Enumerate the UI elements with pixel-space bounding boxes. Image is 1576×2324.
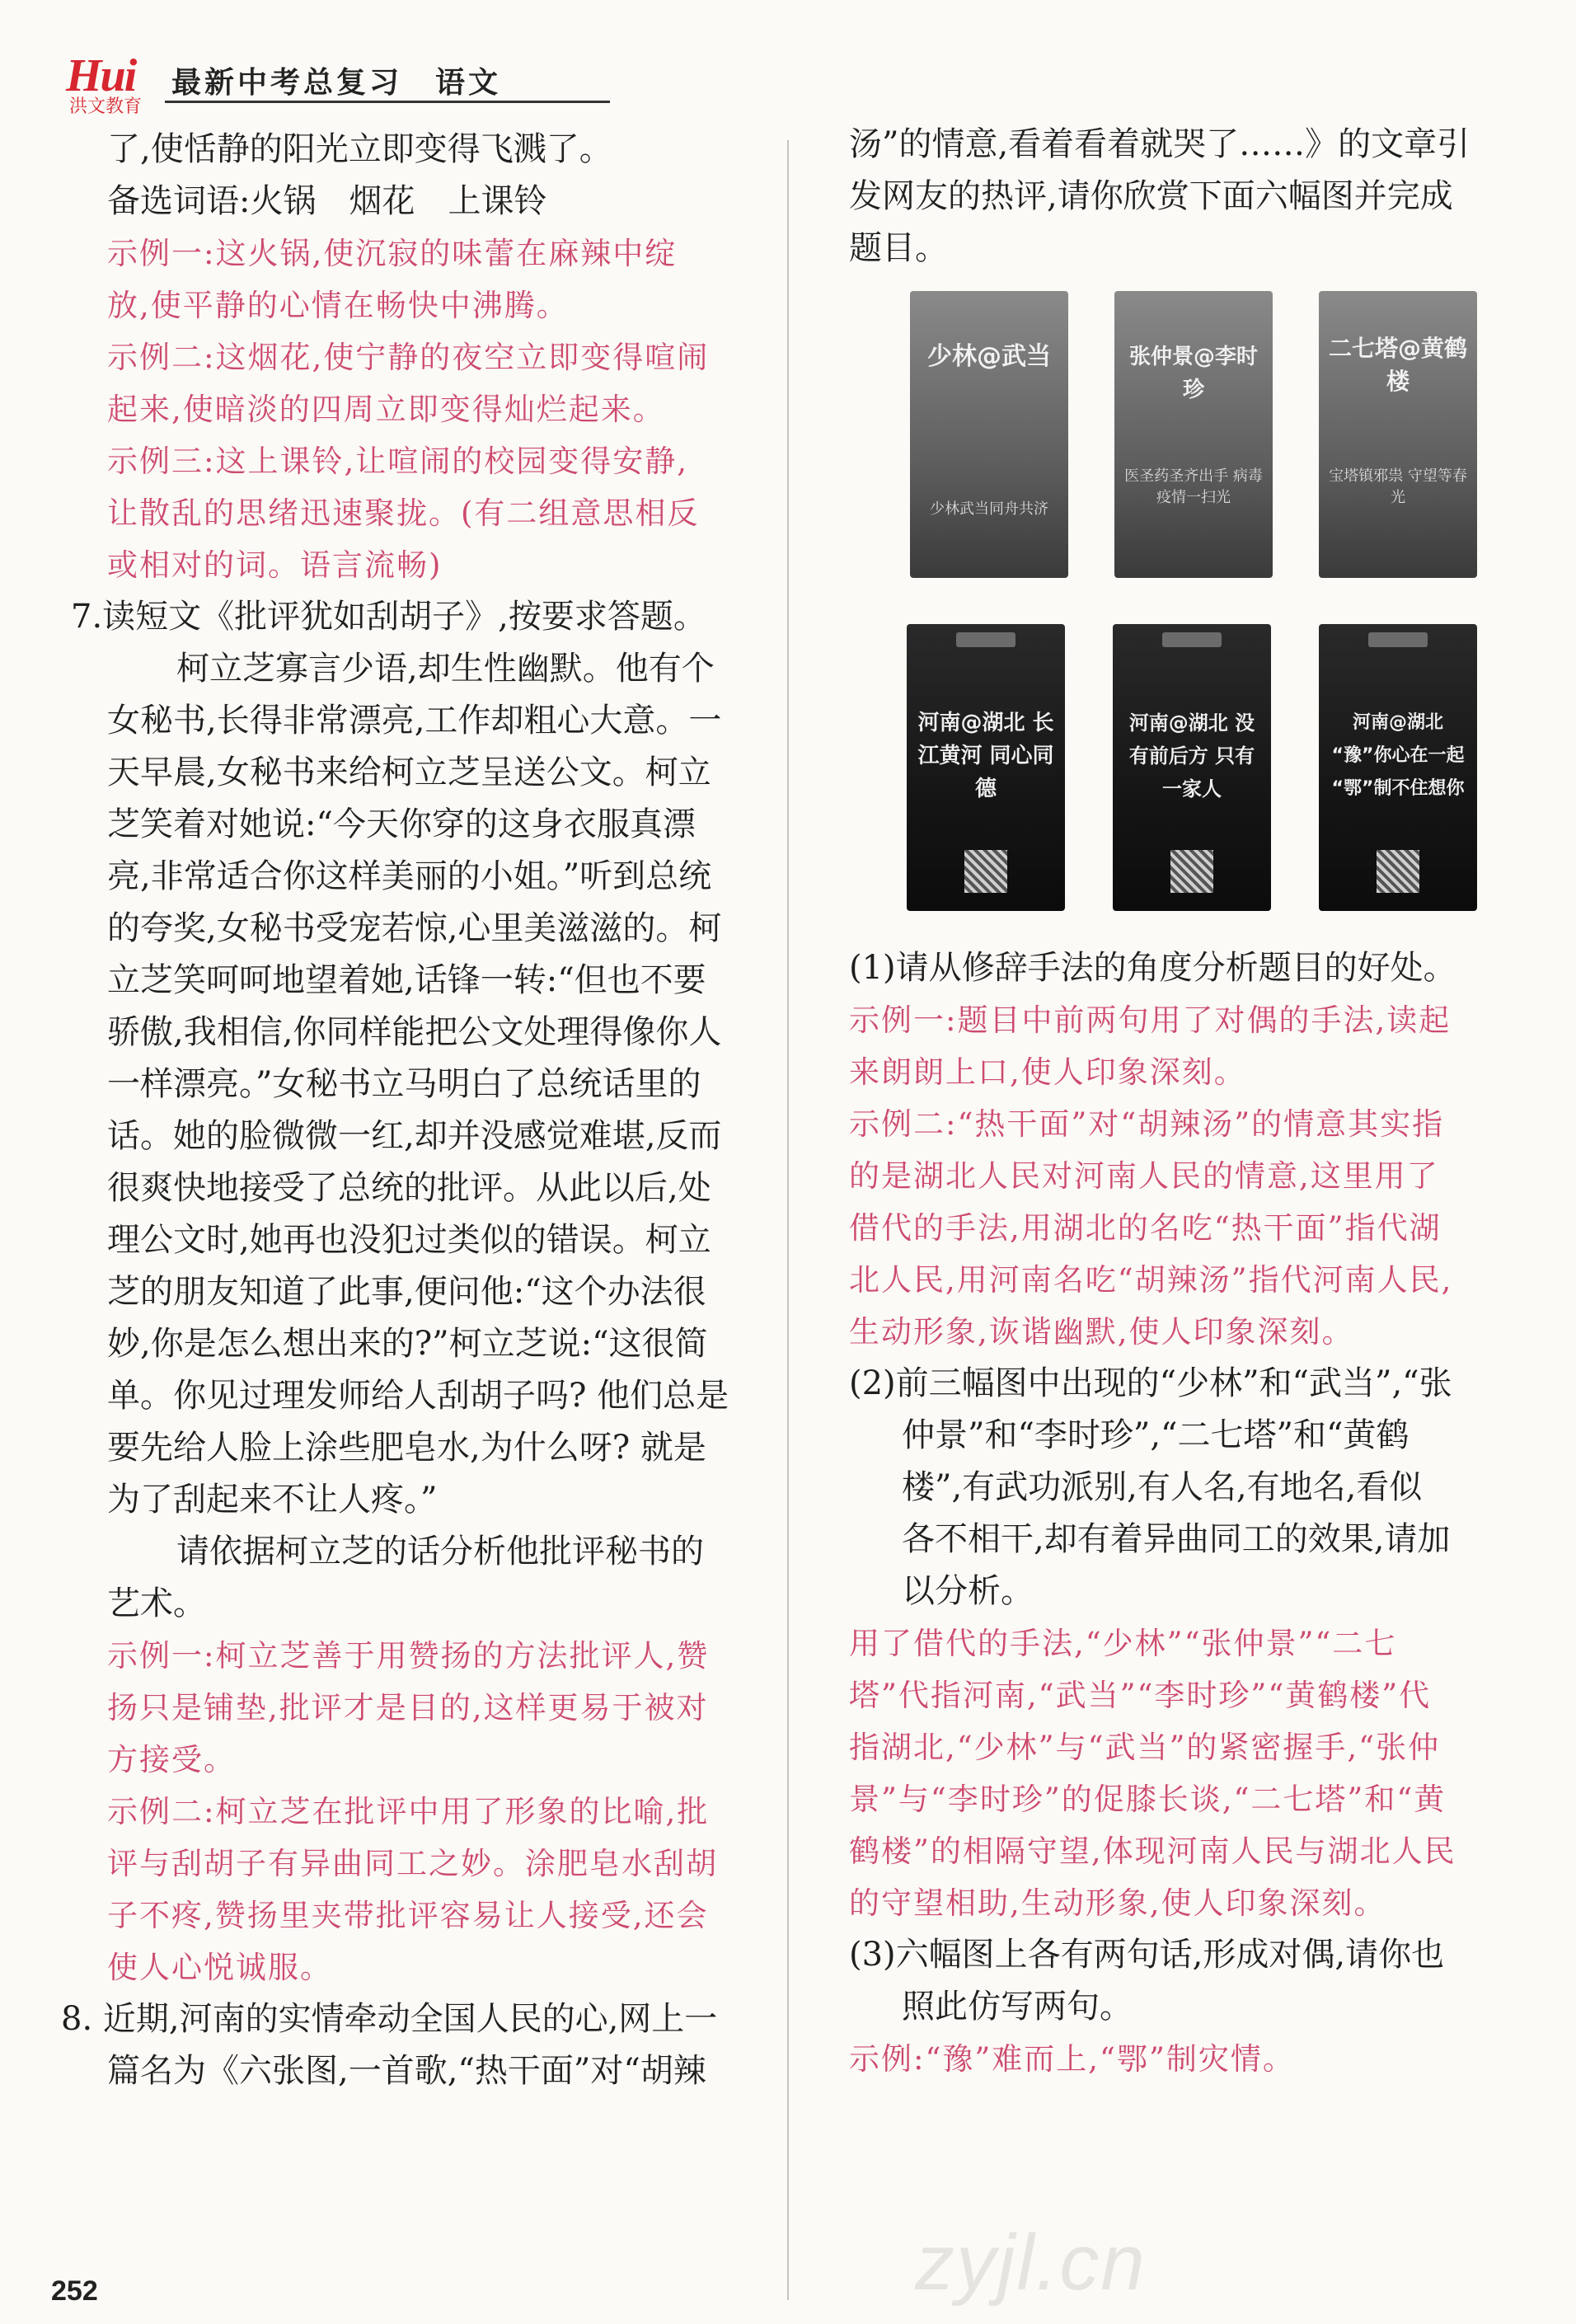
logo-mark: Hui — [66, 50, 136, 101]
poster-subcaption: 少林武当同舟共济 — [930, 500, 1048, 518]
passage-line: 单。你见过理发师给人刮胡子吗? 他们总是 — [107, 1377, 729, 1415]
answer-line: 的守望相助,生动形象,使人印象深刻。 — [849, 1885, 1386, 1921]
passage-line: 要先给人脸上涂些肥皂水,为什么呀? 就是 — [107, 1429, 706, 1467]
answer-line: 生动形象,诙谐幽默,使人印象深刻。 — [849, 1314, 1354, 1350]
passage-line: 女秘书,长得非常漂亮,工作却粗心大意。一 — [107, 702, 722, 739]
answer-line: 示例三:这上课铃,让喧闹的校园变得安静, — [107, 444, 688, 479]
poster-image — [907, 624, 1065, 911]
question-line: 以分析。 — [902, 1572, 1034, 1610]
answer-line: 北人民,用河南名吃“胡辣汤”指代河南人民, — [849, 1262, 1453, 1298]
passage-line: 为了刮起来不让人疼。” — [107, 1481, 438, 1519]
passage-line: 芝笑着对她说:“今天你穿的这身衣服真漂 — [107, 805, 696, 843]
question-line: (2)前三幅图中出现的“少林”和“武当”,“张 — [849, 1364, 1452, 1402]
answer-line: 来朗朗上口,使人印象深刻。 — [849, 1054, 1246, 1090]
answer-line: 示例一:柯立芝善于用赞扬的方法批评人,赞 — [107, 1638, 710, 1674]
sub3-answer: 示例:“豫”难而上,“鄂”制灾情。 — [849, 2041, 1295, 2077]
answer-line: 起来,使暗淡的四周立即变得灿烂起来。 — [107, 392, 665, 427]
poster-caption: 二七塔@黄鹤楼 — [1328, 335, 1467, 395]
poster-badge — [1162, 632, 1222, 647]
poster-image — [1319, 624, 1477, 911]
passage-line: 天早晨,女秘书来给柯立芝呈送公文。柯立 — [107, 754, 711, 791]
passage-line: 骄傲,我相信,你同样能把公文处理得像你人 — [107, 1013, 722, 1051]
passage-line: 亮,非常适合你这样美丽的小姐。”听到总统 — [107, 857, 712, 895]
poster-image — [1114, 291, 1273, 578]
answer-line: 或相对的词。语言流畅) — [107, 547, 443, 583]
question-line: 楼”,有武功派别,有人名,有地名,看似 — [902, 1468, 1423, 1506]
sub2-answers — [849, 1617, 1500, 1929]
sub-question-2 — [849, 1358, 1500, 1617]
poster-caption: 河南@湖北 “豫”你心在一起 “鄂”制不住想你 — [1331, 712, 1465, 799]
publisher-logo — [66, 49, 165, 115]
question-line: 仲景”和“李时珍”,“二七塔”和“黄鹤 — [902, 1416, 1409, 1454]
passage-line: 一样漂亮。”女秘书立马明白了总统话里的 — [107, 1065, 701, 1103]
poster-subcaption: 宝塔镇邪祟 守望等春光 — [1329, 467, 1467, 506]
q7-answers — [107, 1630, 750, 1993]
answer-line: 鹤楼”的相隔守望,体现河南人民与湖北人民 — [849, 1833, 1456, 1869]
answer-line: 让散乱的思绪迅速聚拢。(有二组意思相反 — [107, 495, 700, 531]
poster-caption: 河南@湖北 长江黄河 同心同德 — [917, 711, 1054, 801]
answer-line: 塔”代指河南,“武当”“李时珍”“黄鹤楼”代 — [849, 1678, 1432, 1713]
text-line: 发网友的热评,请你欣赏下面六幅图并完成 — [849, 177, 1453, 215]
poster-caption: 河南@湖北 没有前后方 只有一家人 — [1128, 711, 1255, 800]
question-8-line: 8. 近期,河南的实情牵动全国人民的心,网上一 — [61, 2000, 718, 2038]
q7-prompt — [107, 1526, 750, 1630]
poster-image — [1113, 624, 1271, 911]
question-8 — [61, 1993, 750, 2097]
column-divider — [787, 140, 789, 2300]
passage-line: 立芝笑呵呵地望着她,话锋一转:“但也不要 — [107, 961, 706, 999]
poster-grid — [882, 291, 1500, 934]
answer-line: 的是湖北人民对河南人民的情意,这里用了 — [849, 1158, 1439, 1194]
question-8-line: 篇名为《六张图,一首歌,“热干面”对“胡辣 — [107, 2052, 706, 2090]
question-line: (3)六幅图上各有两句话,形成对偶,请你也 — [849, 1936, 1445, 1974]
passage-line: 理公文时,她再也没犯过类似的错误。柯立 — [107, 1221, 711, 1259]
qr-code-icon — [964, 850, 1007, 893]
passage-line: 的夸奖,女秘书受宠若惊,心里美滋滋的。柯 — [107, 909, 722, 947]
answer-line: 示例一:这火锅,使沉寂的味蕾在麻辣中绽 — [107, 236, 678, 271]
answer-line: 用了借代的手法,“少林”“张仲景”“二七 — [849, 1626, 1397, 1661]
poster-badge — [1368, 632, 1428, 647]
text-line: 题目。 — [849, 229, 948, 267]
prompt-line: 艺术。 — [107, 1585, 206, 1622]
poster-subcaption: 医圣药圣齐出手 病毒疫情一扫光 — [1124, 467, 1263, 506]
poster-badge — [956, 632, 1015, 647]
page-header — [66, 49, 1517, 115]
prompt-line: 请依据柯立芝的话分析他批评秘书的 — [176, 1533, 704, 1570]
answer-line: 示例一:题目中前两句用了对偶的手法,读起 — [849, 1002, 1452, 1038]
sub-question-3 — [849, 1929, 1500, 2033]
question-7-title: 7.读短文《批评犹如刮胡子》,按要求答题。 — [71, 598, 706, 636]
answer-line: 子不疼,赞扬里夹带批评容易让人接受,还会 — [107, 1898, 709, 1933]
question-line: 各不相干,却有着异曲同工的效果,请加 — [902, 1520, 1451, 1558]
answer-line: 方接受。 — [107, 1742, 236, 1777]
question-line: 照此仿写两句。 — [902, 1988, 1133, 2026]
sub1-answers — [849, 994, 1500, 1358]
answer-line: 示例二:“热干面”对“胡辣汤”的情意其实指 — [849, 1106, 1445, 1142]
answer-line: 使人心悦诚服。 — [107, 1950, 332, 1985]
answer-line: 评与刮胡子有异曲同工之妙。涂肥皂水刮胡 — [107, 1846, 718, 1881]
page-number: 252 — [51, 2275, 98, 2307]
answer-line: 借代的手法,用湖北的名吃“热干面”指代湖 — [849, 1210, 1442, 1246]
passage-line: 话。她的脸微微一红,却并没感觉难堪,反而 — [107, 1117, 722, 1155]
left-column — [61, 124, 750, 2097]
answer-line: 扬只是铺垫,批评才是目的,这样更易于被对 — [107, 1690, 709, 1725]
answer-line: 示例二:柯立芝在批评中用了形象的比喻,批 — [107, 1794, 710, 1829]
qr-code-icon — [1170, 850, 1213, 893]
passage-line: 妙,你是怎么想出来的?”柯立芝说:“这很简 — [107, 1325, 708, 1363]
passage-line: 很爽快地接受了总统的批评。从此以后,处 — [107, 1169, 711, 1207]
right-column — [849, 119, 1500, 2085]
qr-code-icon — [1377, 850, 1419, 893]
text-line: 了,使恬静的阳光立即变得飞溅了。 — [107, 130, 612, 168]
answer-line: 示例二:这烟花,使宁静的夜空立即变得喧闹 — [107, 340, 710, 375]
watermark: zyjl.cn — [915, 2218, 1147, 2307]
q6-answers — [107, 228, 750, 591]
sub-question-1: (1)请从修辞手法的角度分析题目的好处。 — [849, 949, 1456, 987]
passage-line: 芝的朋友知道了此事,便问他:“这个办法很 — [107, 1273, 706, 1311]
book-title: 最新中考总复习 语文 — [171, 66, 502, 100]
logo-subtitle: 洪文教育 — [69, 96, 143, 117]
answer-line: 指湖北,“少林”与“武当”的紧密握手,“张仲 — [849, 1730, 1441, 1765]
poster-caption: 少林@武当 — [927, 342, 1051, 371]
q7-passage — [107, 643, 750, 1526]
word-options: 备选词语:火锅 烟花 上课铃 — [107, 182, 547, 220]
poster-image — [1319, 291, 1477, 578]
answer-line: 放,使平静的心情在畅快中沸腾。 — [107, 288, 569, 323]
answer-line: 景”与“李时珍”的促膝长谈,“二七塔”和“黄 — [849, 1782, 1447, 1817]
poster-image — [910, 291, 1068, 578]
text-line: 汤”的情意,看着看着就哭了……》的文章引 — [849, 125, 1470, 163]
poster-caption: 张仲景@李时珍 — [1128, 345, 1258, 402]
header-rule — [165, 101, 610, 103]
passage-line: 柯立芝寡言少语,却生性幽默。他有个 — [176, 650, 715, 688]
